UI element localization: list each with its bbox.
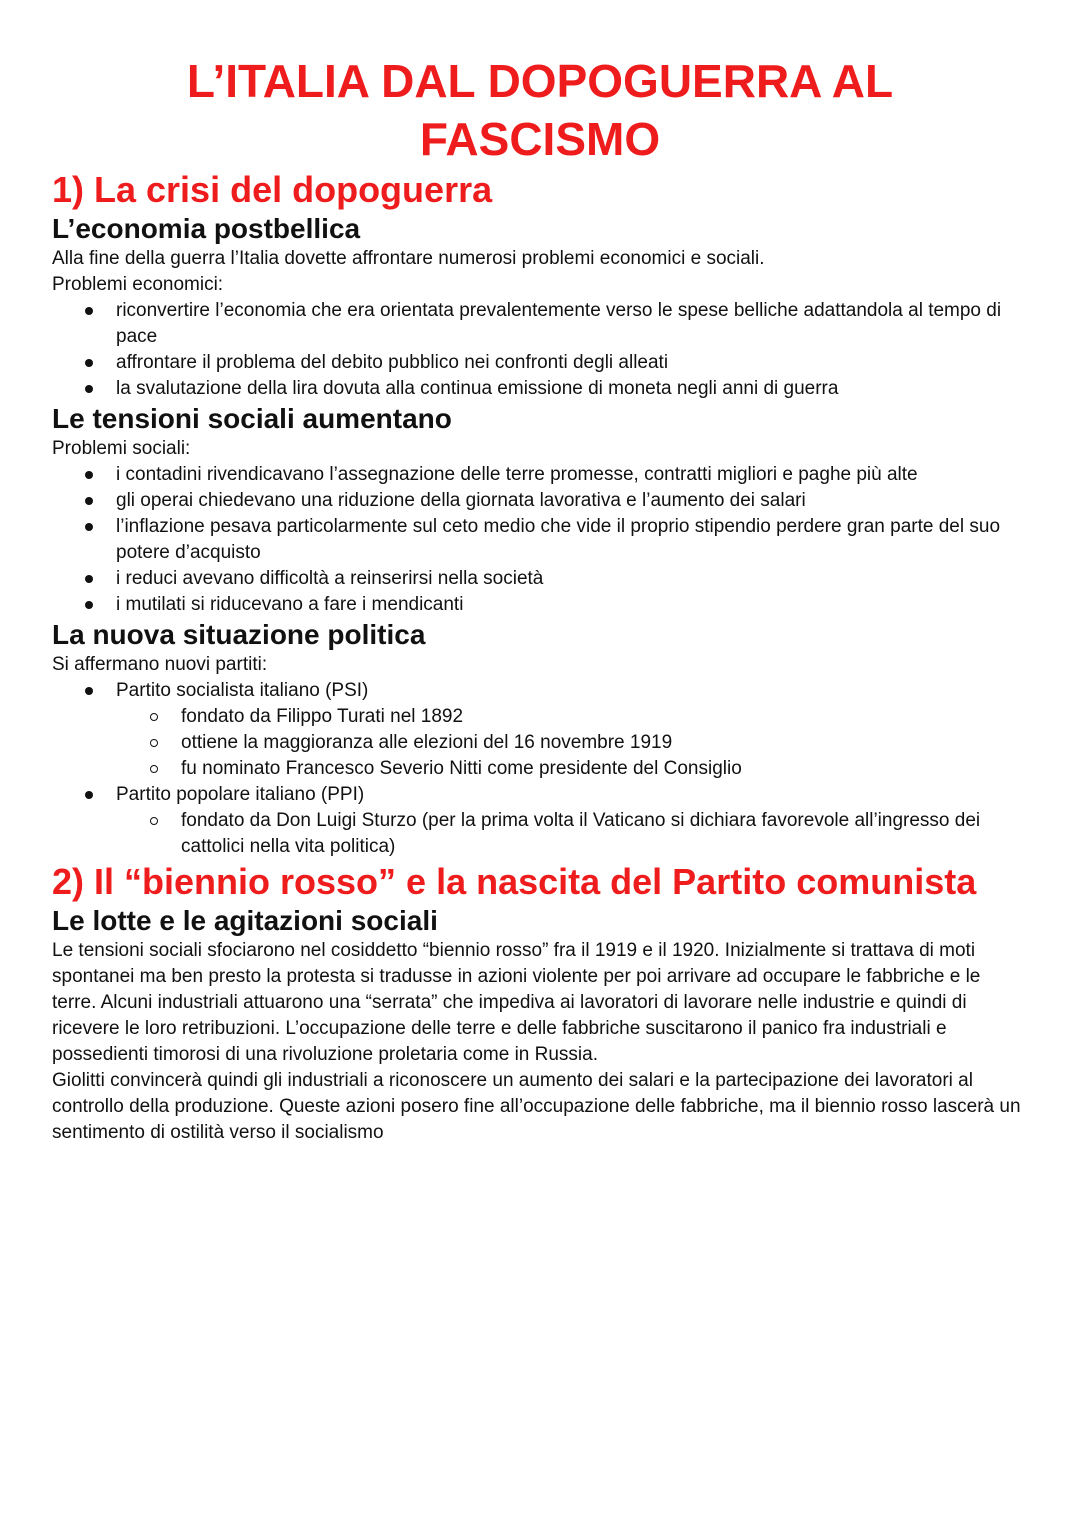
list-item (52, 756, 1028, 782)
list-item (52, 704, 1028, 730)
list-item-text: la svalutazione della lira dovuta alla continua emissione di moneta negli anni di guerra (116, 378, 839, 399)
list-item-text: fondato da Don Luigi Sturzo (per la prima volta il Vaticano si dichiara favorevole all’ingresso dei cattolici nella vita politica) (181, 810, 981, 857)
list-item-text: fondato da Filippo Turati nel 1892 (181, 706, 464, 727)
economia-label: Problemi economici: (52, 274, 224, 295)
title-line-1: L’ITALIA DAL DOPOGUERRA AL (186, 55, 894, 107)
list-item (52, 566, 1028, 592)
party-item-ppi (52, 782, 1028, 860)
list-item-text: i contadini rivendicavano l’assegnazione delle terre promesse, contratti migliori e paghe più alte (116, 464, 918, 485)
list-item-text: fu nominato Francesco Severio Nitti come presidente del Consiglio (181, 758, 742, 779)
list-item-text: l’inflazione pesava particolarmente sul ceto medio che vide il proprio stipendio perdere gran parte del suo potere d’acquisto (116, 516, 1001, 563)
list-item (52, 514, 1028, 566)
economia-heading: L’economia postbellica (52, 213, 361, 244)
tensioni-heading: Le tensioni sociali aumentano (52, 403, 452, 434)
lotte-paragraph-2: Giolitti convincerà quindi gli industriali a riconoscere un aumento dei salari e la partecipazione dei lavoratori al controllo della produzione. Queste azioni posero fine all’occupazione delle fabbriche, ma il biennio rosso lascerà un sentimento di ostilità verso il socialismo (52, 1070, 1021, 1143)
list-item-text: affrontare il problema del debito pubblico nei confronti degli alleati (116, 352, 669, 373)
list-item (52, 298, 1028, 350)
section-2-heading: 2) Il “biennio rosso” e la nascita del Partito comunista (52, 861, 977, 902)
list-item (52, 730, 1028, 756)
parties-list (52, 678, 1028, 860)
bullet-icon (85, 575, 93, 583)
section-1-heading: 1) La crisi del dopoguerra (52, 169, 493, 210)
list-item (52, 376, 1028, 402)
tensioni-label: Problemi sociali: (52, 438, 191, 459)
list-item-text: gli operai chiedevano una riduzione della giornata lavorativa e l’aumento dei salari (116, 490, 806, 511)
politica-heading: La nuova situazione politica (52, 619, 426, 650)
list-item-text: riconvertire l’economia che era orientata prevalentemente verso le spese belliche adattandola al tempo di pace (116, 300, 1002, 347)
document-title (52, 0, 1028, 168)
list-item-text: i mutilati si riducevano a fare i mendicanti (116, 594, 464, 615)
bullet-icon (85, 523, 93, 531)
circle-bullet-icon (150, 739, 158, 747)
list-item-text: i reduci avevano difficoltà a reinserirsi nella società (116, 568, 544, 589)
bullet-icon (85, 471, 93, 479)
bullet-icon (85, 385, 93, 393)
party-points-list (116, 704, 1028, 782)
tensioni-list (52, 462, 1028, 618)
party-name: Partito popolare italiano (PPI) (116, 784, 365, 805)
party-points-list (116, 808, 1028, 860)
lotte-heading: Le lotte e le agitazioni sociali (52, 905, 438, 936)
list-item (52, 592, 1028, 618)
economia-intro: Alla fine della guerra l’Italia dovette affrontare numerosi problemi economici e sociali. (52, 248, 765, 269)
bullet-icon (85, 497, 93, 505)
list-item (52, 462, 1028, 488)
list-item (52, 808, 1028, 860)
circle-bullet-icon (150, 713, 158, 721)
bullet-icon (85, 359, 93, 367)
circle-bullet-icon (150, 765, 158, 773)
circle-bullet-icon (150, 817, 158, 825)
politica-label: Si affermano nuovi partiti: (52, 654, 268, 675)
list-item-text: ottiene la maggioranza alle elezioni del 16 novembre 1919 (181, 732, 673, 753)
party-name: Partito socialista italiano (PSI) (116, 680, 369, 701)
lotte-paragraph-1: Le tensioni sociali sfociarono nel cosiddetto “biennio rosso” fra il 1919 e il 1920. Inizialmente si trattava di moti spontanei ma ben presto la protesta si tradusse in azioni violente per poi arrivare ad occupare le fabbriche e le terre. Alcuni industriali attuarono una “serrata” che impediva ai lavoratori di lavorare nelle industrie e quindi di ricevere le loro retribuzioni. L’occupazione delle terre e delle fabbriche suscitarono il panico fra industriali e possedienti timorosi di una rivoluzione proletaria come in Russia. (52, 940, 981, 1065)
list-item (52, 488, 1028, 514)
bullet-icon (85, 791, 93, 799)
bullet-icon (85, 687, 93, 695)
bullet-icon (85, 307, 93, 315)
party-item-psi (52, 678, 1028, 782)
economia-list (52, 298, 1028, 402)
bullet-icon (85, 601, 93, 609)
title-line-2: FASCISMO (419, 113, 661, 165)
list-item (52, 350, 1028, 376)
